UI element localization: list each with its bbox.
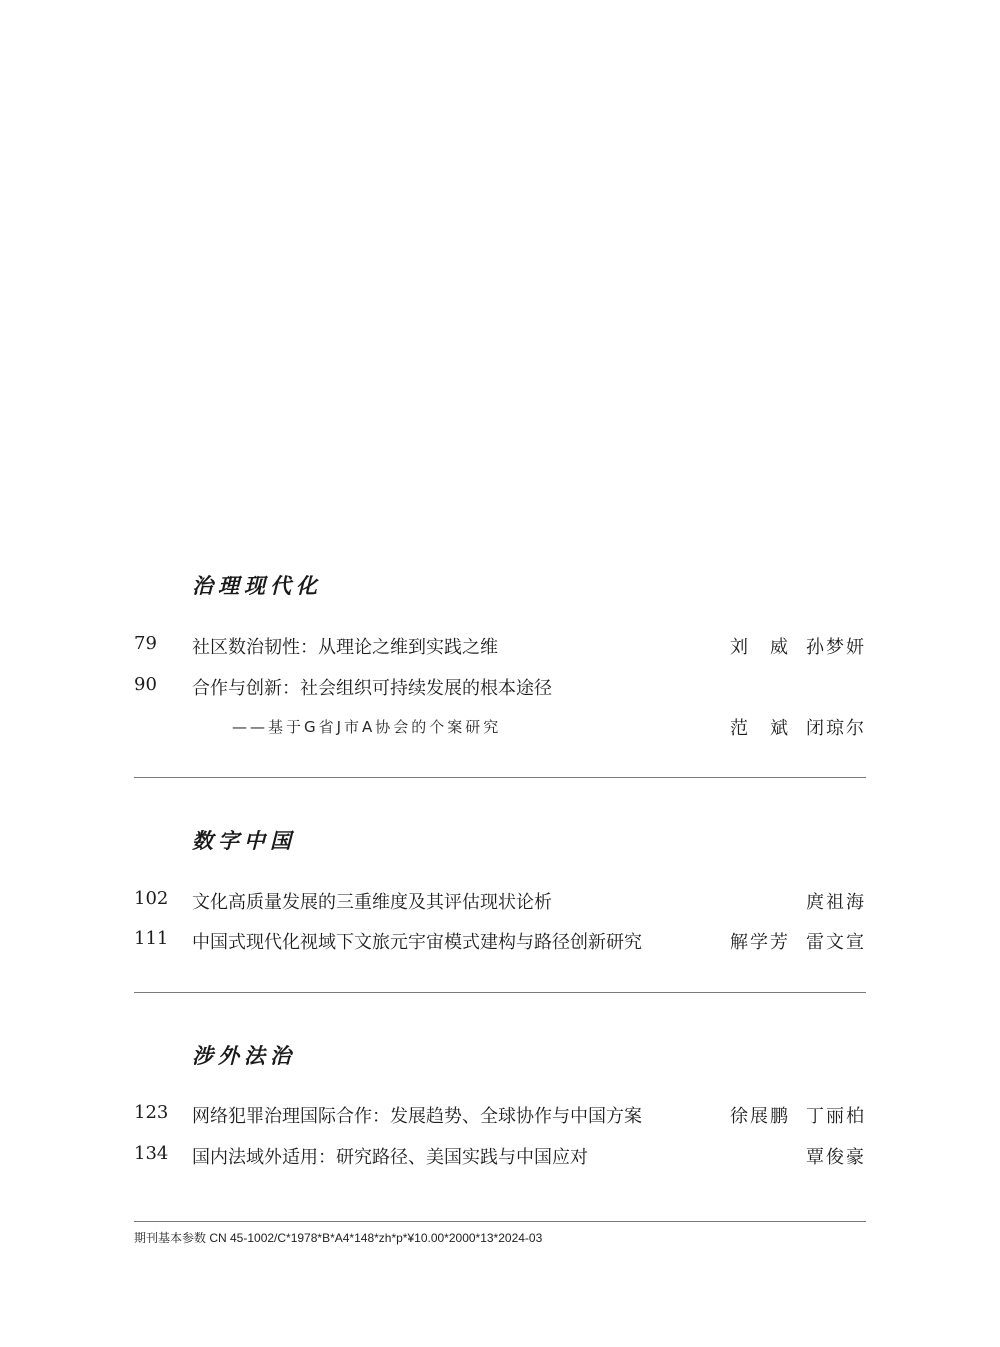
article-title: 社区数治韧性：从理论之维到实践之维 [192, 637, 498, 658]
section-title-digital-china: 数字中国 [192, 828, 296, 853]
author: 雷文宣 [806, 932, 866, 953]
author: 丁丽柏 [806, 1106, 866, 1127]
section-title-foreign-law: 涉外法治 [192, 1043, 296, 1068]
page-number: 111 [134, 928, 169, 949]
toc-entry[interactable] [134, 928, 866, 954]
toc-entry[interactable] [134, 674, 866, 700]
page-number: 123 [134, 1102, 169, 1123]
page-number: 134 [134, 1143, 169, 1164]
section-title-governance: 治理现代化 [192, 573, 322, 598]
author: 覃俊豪 [806, 1147, 866, 1168]
section-divider [134, 777, 866, 778]
section-divider [134, 992, 866, 993]
article-title: 网络犯罪治理国际合作：发展趋势、全球协作与中国方案 [192, 1106, 642, 1127]
author: 闭琼尔 [806, 718, 866, 739]
toc-entry[interactable] [134, 888, 866, 914]
author: 孙梦妍 [806, 637, 866, 658]
author: 范 斌 [730, 718, 790, 739]
article-title: 国内法域外适用：研究路径、美国实践与中国应对 [192, 1147, 588, 1168]
toc-entry[interactable] [134, 633, 866, 659]
article-title: 合作与创新：社会组织可持续发展的根本途径 [192, 678, 552, 699]
toc-entry-authors [134, 714, 866, 740]
author: 解学芳 [730, 932, 790, 953]
article-title: 文化高质量发展的三重维度及其评估现状论析 [192, 892, 552, 913]
author: 庹祖海 [806, 892, 866, 913]
article-subtitle: ——基于G省J市A协会的个案研究 [232, 718, 502, 736]
journal-parameters: 期刊基本参数 CN 45-1002/C*1978*B*A4*148*zh*p*¥10.00*2000*13*2024-03 [134, 1231, 543, 1245]
author: 徐展鹏 [730, 1106, 790, 1127]
page-number: 79 [134, 633, 157, 654]
toc-entry[interactable] [134, 1102, 866, 1128]
page-number: 102 [134, 888, 169, 909]
toc-entry[interactable] [134, 1143, 866, 1169]
author: 刘 威 [730, 637, 790, 658]
page-number: 90 [134, 674, 157, 695]
article-title: 中国式现代化视域下文旅元宇宙模式建构与路径创新研究 [192, 932, 642, 953]
footer-divider [134, 1221, 866, 1222]
